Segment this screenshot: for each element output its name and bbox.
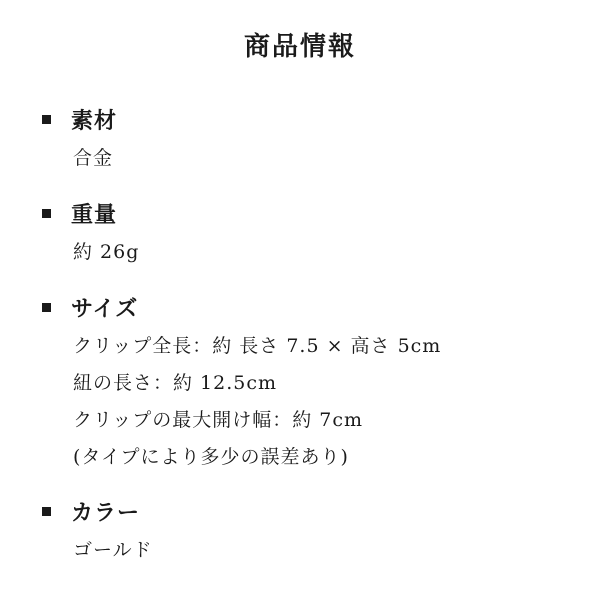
detail-line: 約 26g bbox=[73, 241, 140, 263]
section-heading-text: サイズ bbox=[71, 295, 139, 322]
section-weight bbox=[40, 198, 139, 271]
page-title: 商品情報 bbox=[243, 32, 356, 62]
bullet-icon bbox=[42, 209, 51, 218]
detail-line: (タイプにより多少の誤差あり) bbox=[73, 446, 349, 468]
section-body bbox=[73, 234, 139, 271]
bullet-icon bbox=[42, 115, 51, 124]
section-body bbox=[73, 328, 441, 476]
detail-line: クリップ全長：約 長さ 7.5 × 高さ 5cm bbox=[73, 335, 442, 357]
detail-line: クリップの最大開け幅：約 7cm bbox=[73, 409, 364, 431]
section-heading bbox=[40, 496, 153, 526]
section-body bbox=[73, 532, 153, 569]
section-heading bbox=[40, 104, 117, 134]
section-heading bbox=[40, 198, 139, 228]
section-heading bbox=[40, 292, 441, 322]
section-color bbox=[40, 496, 153, 569]
bullet-icon bbox=[42, 303, 51, 312]
detail-line: 紐の長さ：約 12.5cm bbox=[73, 372, 278, 394]
section-material bbox=[40, 104, 117, 177]
detail-line: ゴールド bbox=[73, 539, 153, 561]
section-heading-text: 重量 bbox=[71, 201, 118, 228]
section-size bbox=[40, 292, 441, 476]
section-body bbox=[73, 140, 117, 177]
detail-line: 合金 bbox=[73, 147, 114, 169]
section-heading-text: カラー bbox=[71, 499, 141, 526]
section-heading-text: 素材 bbox=[71, 107, 118, 134]
bullet-icon bbox=[42, 507, 51, 516]
